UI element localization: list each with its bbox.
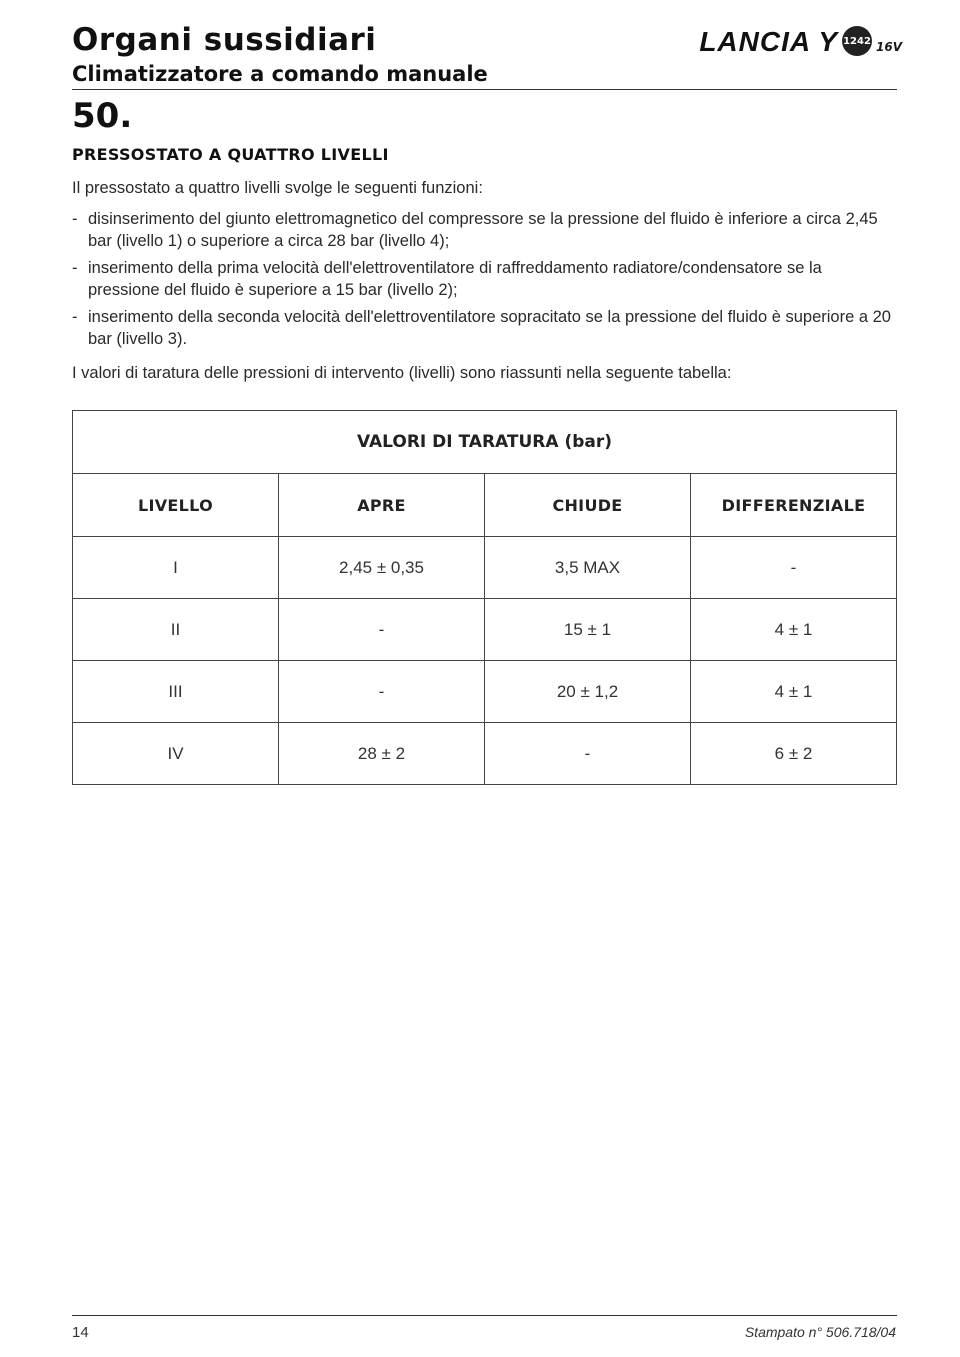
dash-bullet-icon: - [72,308,78,326]
list-item [72,306,897,350]
footer-divider [72,1315,897,1316]
list-item-text: inserimento della seconda velocità dell'elettroventilatore sopracitato se la pressione del fluido è superiore a 20 bar (livello 3). [88,308,891,348]
section-number: 50. [72,96,133,136]
brand-badge-icon: 1242 [842,26,872,56]
intro-paragraph: Il pressostato a quattro livelli svolge le seguenti funzioni: [72,179,483,197]
table-row [73,537,897,599]
header-divider [72,89,897,90]
table-cell: 6 ± 2 [691,723,897,785]
table-cell: 4 ± 1 [691,599,897,661]
table-cell: - [279,599,485,661]
table-cell: 2,45 ± 0,35 [279,537,485,599]
page-number: 14 [72,1324,89,1341]
document-subtitle: Climatizzatore a comando manuale [72,62,488,86]
table-cell: 15 ± 1 [485,599,691,661]
brand-name: LANCIA Y [699,26,838,57]
table-cell: - [691,537,897,599]
table-cell: I [73,537,279,599]
table-cell: 3,5 MAX [485,537,691,599]
table-cell: 20 ± 1,2 [485,661,691,723]
list-item [72,257,897,301]
dash-bullet-icon: - [72,259,78,277]
list-item [72,208,897,252]
list-item-text: disinserimento del giunto elettromagnetico del compressore se la pressione del fluido è inferiore a circa 2,45 bar (livello 1) o superiore a circa 28 bar (livello 4); [88,210,878,250]
table-caption: VALORI DI TARATURA (bar) [73,411,897,474]
table-cell: II [73,599,279,661]
list-item-text: inserimento della prima velocità dell'elettroventilatore di raffreddamento radiatore/condensatore se la pressione del fluido è superiore a 15 bar (livello 2); [88,259,822,299]
section-title: PRESSOSTATO A QUATTRO LIVELLI [72,145,389,164]
table-cell: 28 ± 2 [279,723,485,785]
table-row [73,599,897,661]
table-cell: 4 ± 1 [691,661,897,723]
document-title: Organi sussidiari [72,22,377,58]
table-cell: IV [73,723,279,785]
table-row [73,723,897,785]
table-cell: - [279,661,485,723]
column-header-chiude: CHIUDE [485,474,691,537]
column-header-livello: LIVELLO [73,474,279,537]
print-reference: Stampato n° 506.718/04 [744,1324,896,1340]
table-cell: - [485,723,691,785]
brand-version: 16V [876,40,902,54]
calibration-table [72,410,897,785]
column-header-differenziale: DIFFERENZIALE [691,474,897,537]
table-cell: III [73,661,279,723]
brand-logo [699,26,902,58]
table-intro-paragraph: I valori di taratura delle pressioni di intervento (livelli) sono riassunti nella seguente tabella: [72,364,732,382]
table-row [73,661,897,723]
dash-bullet-icon: - [72,210,78,228]
column-header-apre: APRE [279,474,485,537]
